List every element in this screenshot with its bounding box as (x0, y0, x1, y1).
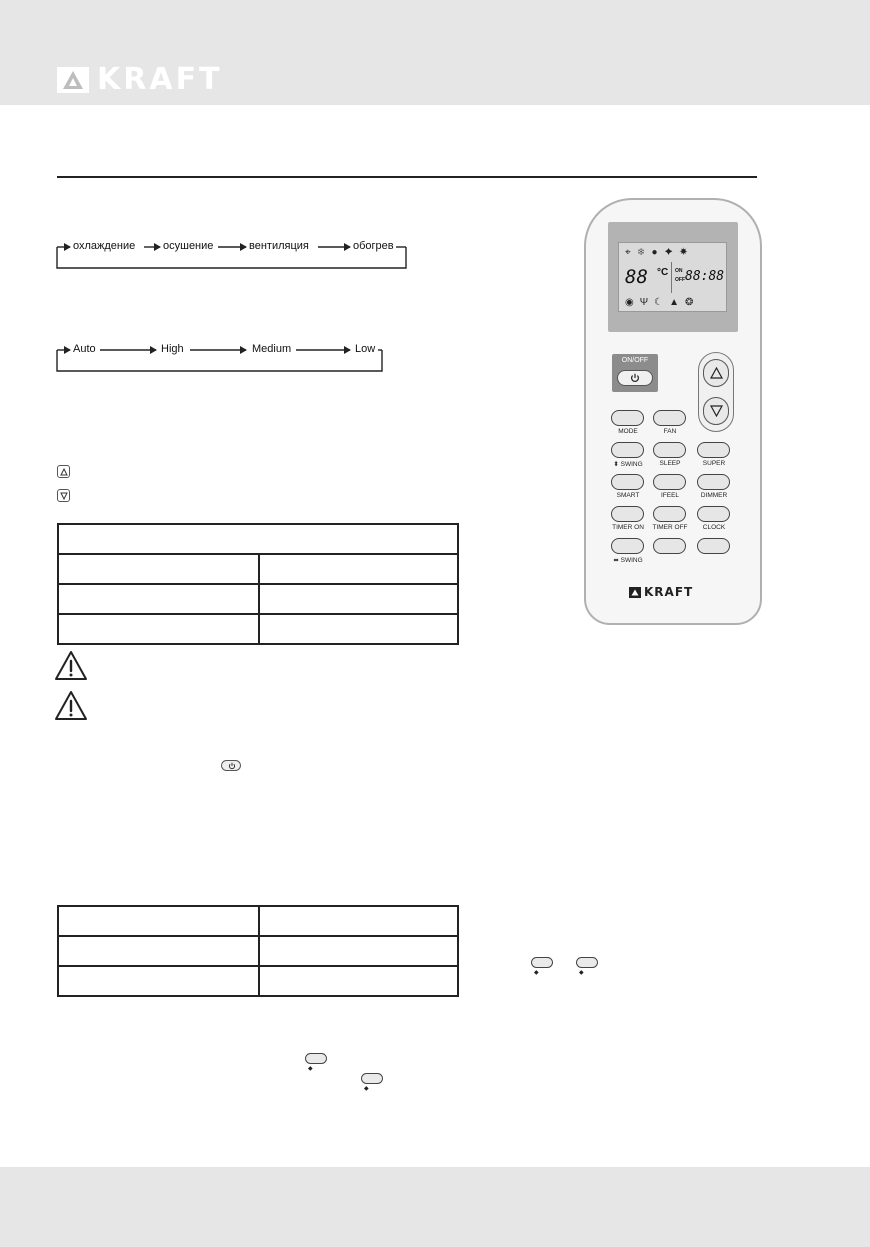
super-button[interactable] (697, 442, 730, 458)
sleep-label: SLEEP (659, 460, 681, 467)
logo-triangle-icon (629, 587, 641, 598)
fan-step-auto: Auto (73, 343, 96, 355)
remote-control (584, 198, 762, 625)
smart-label: SMART (616, 492, 640, 499)
updown-arrows-icon: ⬍ (613, 461, 619, 468)
remote-lcd (608, 222, 738, 332)
mode-step-heat: обогрев (353, 240, 394, 252)
lcd-status-icons (625, 297, 699, 308)
brand-logo (57, 62, 223, 97)
dimmer-button[interactable] (697, 474, 730, 490)
fan-step-low: Low (355, 343, 376, 355)
sun-icon: ☀ (679, 247, 695, 258)
mode-button[interactable] (611, 410, 644, 426)
droplet-icon: ● (651, 247, 665, 258)
ifeel-label: IFEEL (660, 492, 680, 499)
settings-table-2 (57, 905, 459, 997)
timer-off-button[interactable] (653, 506, 686, 522)
super-label: SUPER (702, 460, 726, 467)
temp-up-button[interactable] (703, 359, 729, 387)
swing-vertical-button[interactable] (611, 442, 644, 458)
lcd-off-label: OFF (675, 277, 685, 283)
lcd-mode-icons (625, 247, 695, 258)
warning-icon (54, 650, 88, 682)
lcd-divider (671, 262, 672, 293)
page-footer (0, 1167, 870, 1247)
timer-on-button[interactable] (611, 506, 644, 522)
power-key-icon (221, 760, 241, 771)
temperature-rocker (698, 352, 734, 432)
fan-cycle-diagram (56, 341, 384, 373)
onoff-panel (612, 354, 658, 392)
mode-step-fan: вентиляция (249, 240, 309, 252)
mode-cycle-diagram (56, 238, 408, 270)
swing-horizontal-button[interactable] (611, 538, 644, 554)
clock-label: CLOCK (702, 524, 726, 531)
leftright-arrows-icon: ⬌ (613, 557, 619, 564)
remote-brand-logo (629, 585, 693, 599)
down-key-icon (57, 489, 70, 502)
smart-button[interactable] (611, 474, 644, 490)
timer-off-label: TIMER OFF (652, 524, 688, 531)
lcd-on-label: ON (675, 268, 683, 274)
signal-icon: ⌖ (625, 247, 638, 258)
lcd-screen (618, 242, 727, 312)
timer-on-label: TIMER ON (612, 524, 644, 531)
fan-label: FAN (663, 428, 677, 435)
section-rule (57, 176, 757, 178)
swing-vertical-key-icon: ◆ (576, 957, 598, 968)
table-row (58, 936, 458, 966)
ifeel-icon: Ψ (639, 297, 655, 308)
onoff-label: ON/OFF (621, 357, 649, 364)
table-row (58, 614, 458, 644)
fan-button[interactable] (653, 410, 686, 426)
power-button[interactable] (617, 370, 653, 386)
table-row (58, 554, 458, 584)
page-header (0, 0, 870, 105)
moon-icon: ☾ (654, 297, 670, 308)
lcd-temperature: 88 (625, 266, 648, 288)
lcd-unit: °C (657, 267, 669, 278)
settings-table-1 (57, 523, 459, 645)
triangle-icon: ▲ (669, 297, 685, 308)
fan-step-medium: Medium (252, 343, 292, 355)
remote-brand-name: KRAFT (644, 585, 694, 599)
ifeel-button[interactable] (653, 474, 686, 490)
blank-button[interactable] (697, 538, 730, 554)
up-key-icon (57, 465, 70, 478)
gear-icon: ❂ (684, 297, 700, 308)
table-header-cell (58, 524, 458, 554)
dimmer-label: DIMMER (700, 492, 728, 499)
brand-name: KRAFT (97, 62, 223, 97)
temp-down-button[interactable] (703, 397, 729, 425)
blank-button[interactable] (653, 538, 686, 554)
lcd-clock: 88:88 (685, 269, 725, 284)
swing-horizontal-label: ⬌ SWING (613, 557, 643, 564)
smart-icon: ◉ (625, 297, 640, 308)
swing-vertical-key-icon: ◆ (305, 1053, 327, 1064)
sleep-button[interactable] (653, 442, 686, 458)
table-row (58, 906, 458, 936)
table-row (58, 584, 458, 614)
mode-label: MODE (618, 428, 638, 435)
swing-horizontal-key-icon: ◆ (531, 957, 553, 968)
lcd-timer-labels (675, 267, 685, 285)
fan-icon: ✦ (664, 247, 680, 258)
swing-vertical-label: ⬍ SWING (613, 461, 643, 468)
mode-step-cooling: охлаждение (73, 240, 136, 252)
mode-step-dry: осушение (163, 240, 214, 252)
fan-step-high: High (161, 343, 184, 355)
swing-vertical-key-icon: ◆ (361, 1073, 383, 1084)
table-row (58, 966, 458, 996)
warning-icon (54, 690, 88, 722)
logo-triangle-icon (57, 67, 89, 93)
snowflake-icon: ❄ (637, 247, 652, 258)
clock-button[interactable] (697, 506, 730, 522)
